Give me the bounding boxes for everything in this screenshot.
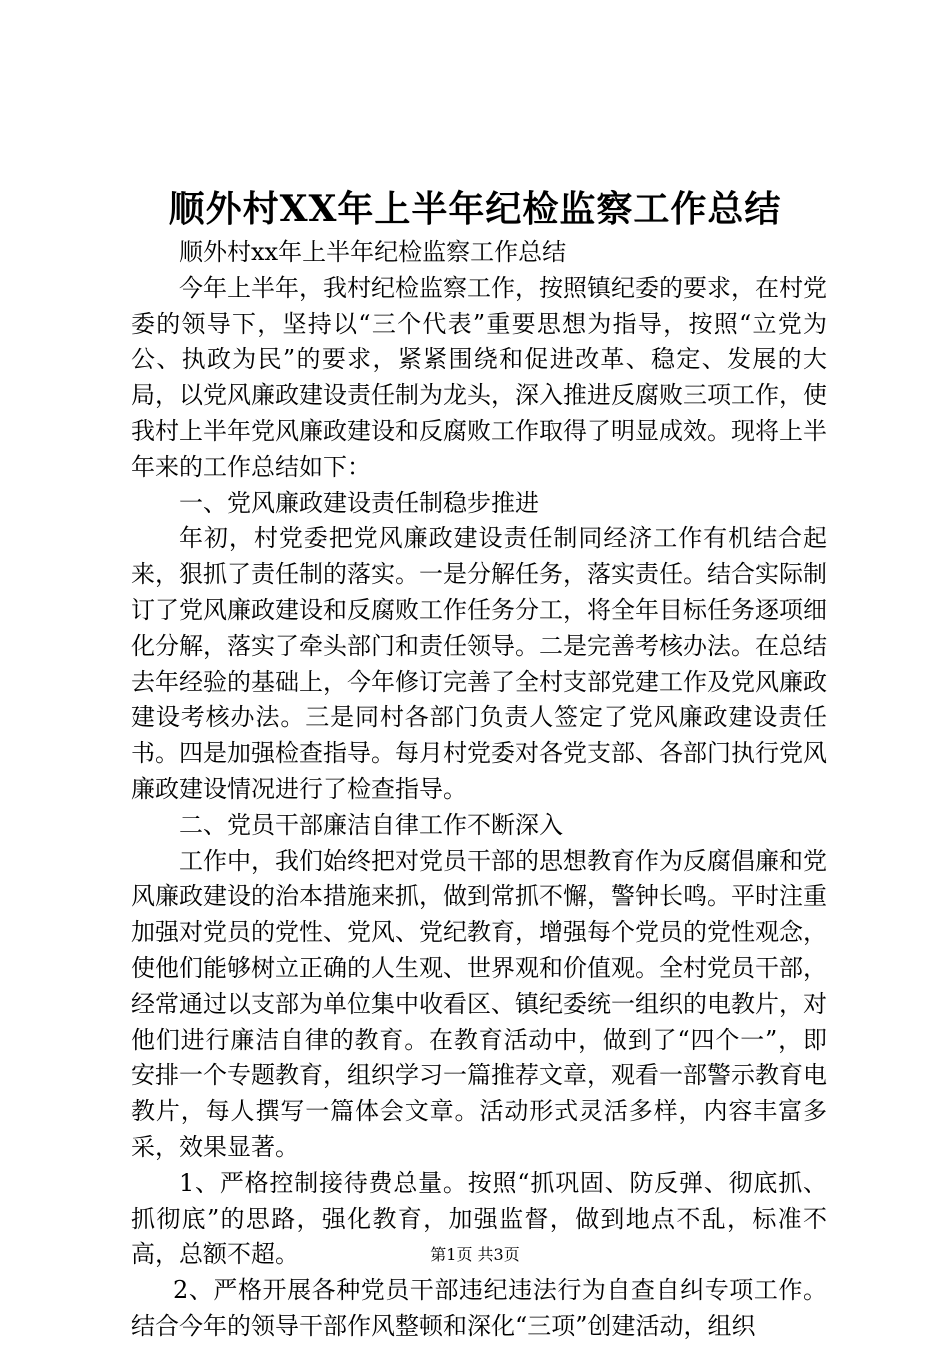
document-title: 顺外村XX年上半年纪检监察工作总结 — [168, 188, 782, 230]
section-2-paragraph: 工作中，我们始终把对党员干部的思想教育作为反腐倡廉和党风廉政建设的治本措施来抓，做到常抓不懈，警钟长鸣。平时注重加强对党员的党性、党风、党纪教育，增强每个党员的党性观念，使他们能够树立正确的人生观、世界观和价值观。全村党员干部，经常通过以支部为单位集中收看区、镇纪委统一组织的电教片，对他们进行廉洁自律的教育。在教育活动中，做到了“四个一”，即安排一个专题教育，组织学习一篇推荐文章，观看一部警示教育电教片，每人撰写一篇体会文章。活动形式灵活多样，内容丰富多采，效果显著。 — [131, 846, 827, 1161]
document-body — [131, 235, 827, 1345]
intro-paragraph: 今年上半年，我村纪检监察工作，按照镇纪委的要求，在村党委的领导下，坚持以“三个代表”重要思想为指导，按照“立党为公、执政为民”的要求，紧紧围绕和促进改革、稳定、发展的大局，以党风廉政建设责任制为龙头，深入推进反腐败三项工作，使我村上半年党风廉政建设和反腐败工作取得了明显成效。现将上半年来的工作总结如下： — [131, 273, 827, 481]
page-footer: 第1页 共3页 — [430, 1245, 520, 1264]
section-1-paragraph: 年初，村党委把党风廉政建设责任制同经济工作有机结合起来，狠抓了责任制的落实。一是分解任务，落实责任。结合实际制订了党风廉政建设和反腐败工作任务分工，将全年目标任务逐项细化分解，落实了牵头部门和责任领导。二是完善考核办法。在总结去年经验的基础上，今年修订完善了全村支部党建工作及党风廉政建设考核办法。三是同村各部门负责人签定了党风廉政建设责任书。四是加强检查指导。每月村党委对各党支部、各部门执行党风廉政建设情况进行了检查指导。 — [131, 524, 827, 803]
item-2-paragraph: 2、严格开展各种党员干部违纪违法行为自查自纠专项工作。结合今年的领导干部作风整顿和深化“三项”创建活动，组织 — [131, 1276, 827, 1340]
section-heading-1: 一、党风廉政建设责任制稳步推进 — [179, 488, 539, 517]
subtitle-paragraph: 顺外村xx年上半年纪检监察工作总结 — [179, 238, 567, 266]
section-heading-2: 二、党员干部廉洁自律工作不断深入 — [179, 810, 563, 839]
item-1-paragraph: 1、严格控制接待费总量。按照“抓巩固、防反弹、彻底抓、抓彻底”的思路，强化教育，加强监督，做到地点不乱，标准不高，总额不超。 — [131, 1168, 827, 1269]
